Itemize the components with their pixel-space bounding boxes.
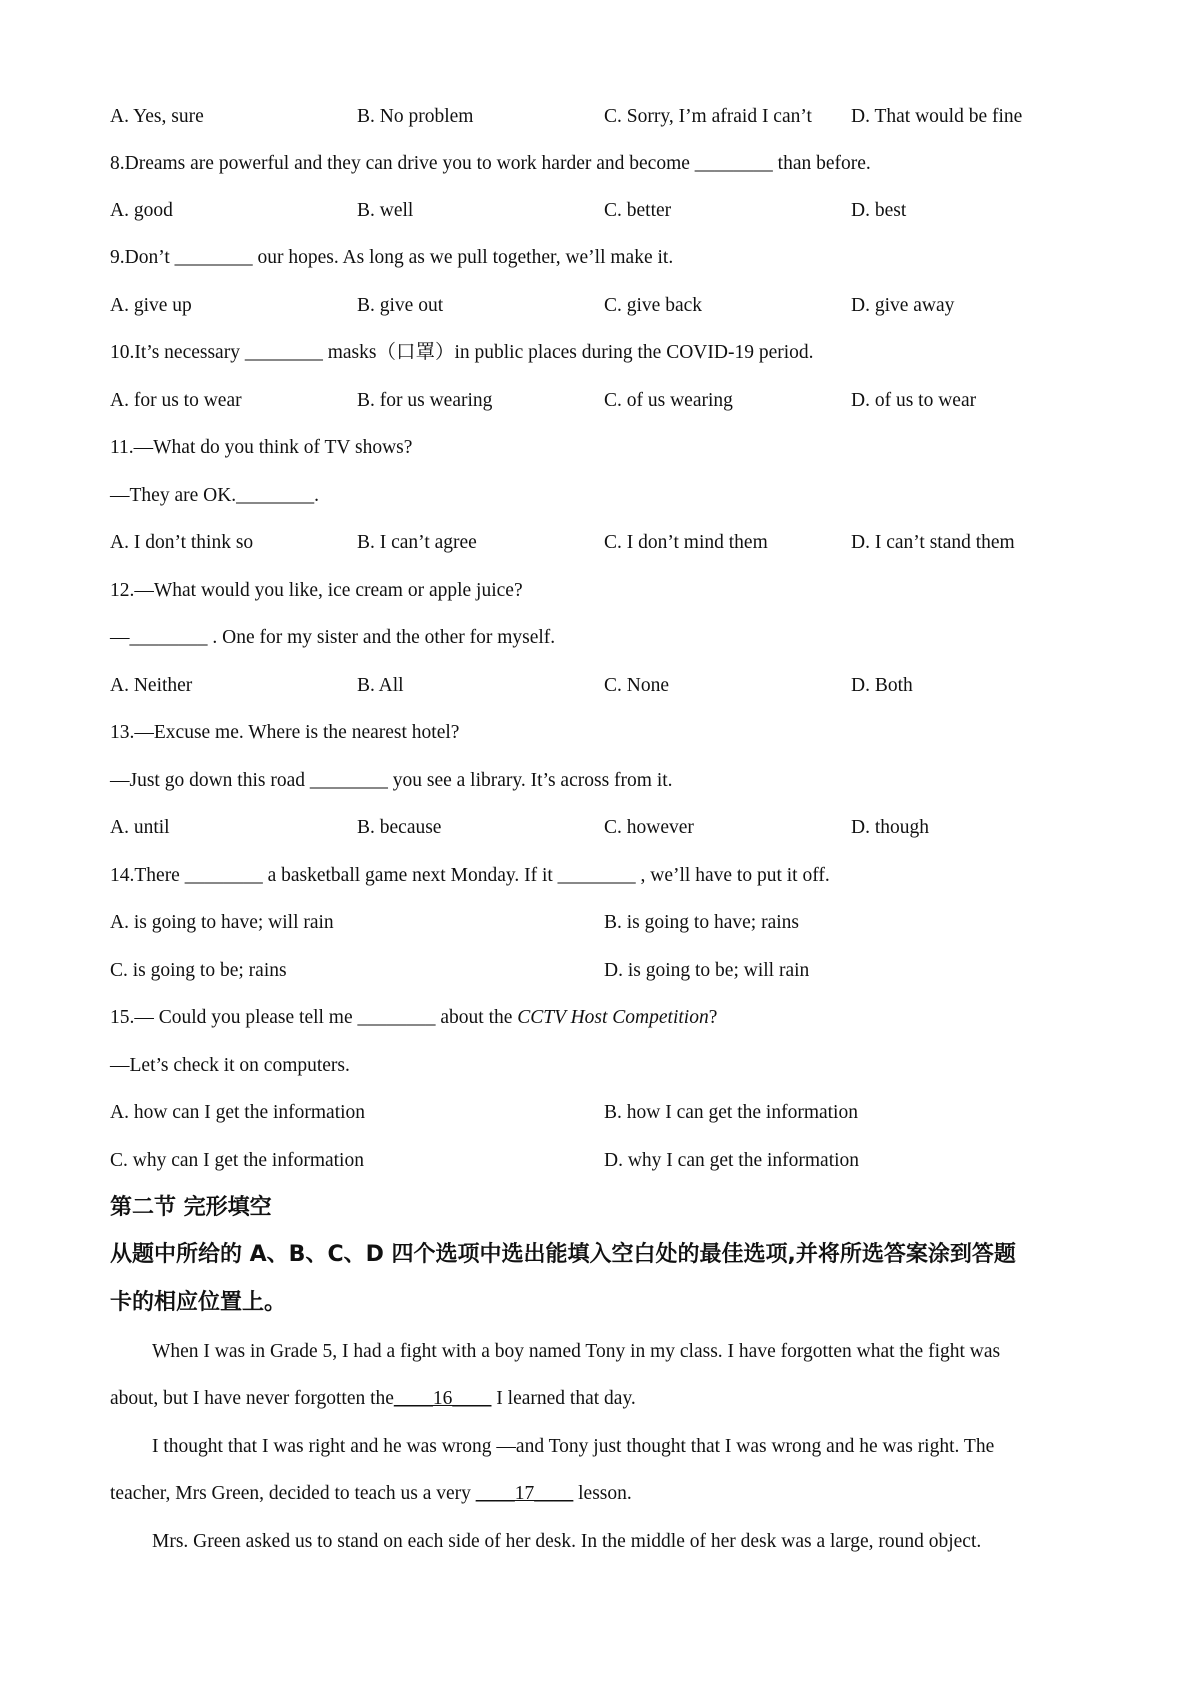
q15-option-c: C. why can I get the information <box>110 1150 364 1171</box>
passage-p2-line2 <box>110 1481 632 1507</box>
passage-p1-line2 <box>110 1386 636 1412</box>
passage-p1-line2-before: about, but I have never forgotten the <box>110 1388 394 1409</box>
passage-p1-line1: When I was in Grade 5, I had a fight with a boy named Tony in my class. I have forgotten what the fight was <box>152 1341 1001 1362</box>
blank-16: ____16____ <box>393 1388 492 1409</box>
q14-option-c: C. is going to be; rains <box>110 960 287 981</box>
passage-p2-line2-after: lesson. <box>573 1483 632 1504</box>
q9-option-a: A. give up <box>110 295 192 316</box>
q9-option-d: D. give away <box>851 295 955 316</box>
q10-option-c: C. of us wearing <box>604 390 733 411</box>
section-instruction-line1: 从题中所给的 A、B、C、D 四个选项中选出能填入空白处的最佳选项,并将所选答案涂到答题 <box>110 1242 1016 1267</box>
q13-option-d: D. though <box>851 817 929 838</box>
q8-stem: 8.Dreams are powerful and they can drive you to work harder and become ________ than before. <box>110 153 871 174</box>
q10-stem: 10.It’s necessary ________ masks（口罩）in public places during the COVID-19 period. <box>110 342 814 363</box>
q12-option-d: D. Both <box>851 675 913 696</box>
q12-option-c: C. None <box>604 675 669 696</box>
q8-option-b: B. well <box>357 200 414 221</box>
q9-stem: 9.Don’t ________ our hopes. As long as we pull together, we’ll make it. <box>110 247 674 268</box>
q11-option-c: C. I don’t mind them <box>604 532 768 553</box>
q15-reply: —Let’s check it on computers. <box>110 1055 350 1076</box>
q15-stem-after: ? <box>708 1007 718 1028</box>
q7-option-d: D. That would be fine <box>851 106 1023 127</box>
q15-stem <box>110 1005 717 1031</box>
q11-option-b: B. I can’t agree <box>357 532 477 553</box>
q9-option-c: C. give back <box>604 295 703 316</box>
q14-stem: 14.There ________ a basketball game next Monday. If it ________ , we’ll have to put it off. <box>110 865 830 886</box>
q14-option-d: D. is going to be; will rain <box>604 960 810 981</box>
q9-option-b: B. give out <box>357 295 444 316</box>
q15-stem-italic: CCTV Host Competition <box>517 1007 709 1028</box>
q11-reply: —They are OK.________. <box>110 485 320 506</box>
q10-option-d: D. of us to wear <box>851 390 977 411</box>
q15-option-d: D. why I can get the information <box>604 1150 860 1171</box>
q13-reply: —Just go down this road ________ you see a library. It’s across from it. <box>110 770 673 791</box>
q7-option-a: A. Yes, sure <box>110 106 204 127</box>
blank-17: ____17____ <box>475 1483 574 1504</box>
q14-option-b: B. is going to have; rains <box>604 912 799 933</box>
q13-stem: 13.—Excuse me. Where is the nearest hotel? <box>110 722 460 743</box>
q11-option-a: A. I don’t think so <box>110 532 254 553</box>
q14-option-a: A. is going to have; will rain <box>110 912 334 933</box>
q15-option-b: B. how I can get the information <box>604 1102 858 1123</box>
q8-option-c: C. better <box>604 200 672 221</box>
q13-option-b: B. because <box>357 817 442 838</box>
q8-option-d: D. best <box>851 200 907 221</box>
passage-p2-line1: I thought that I was right and he was wrong —and Tony just thought that I was wrong and he was right. The <box>152 1436 995 1457</box>
q12-option-b: B. All <box>357 675 404 696</box>
q15-option-a: A. how can I get the information <box>110 1102 366 1123</box>
q10-option-b: B. for us wearing <box>357 390 493 411</box>
q12-stem: 12.—What would you like, ice cream or apple juice? <box>110 580 523 601</box>
q12-reply: —________ . One for my sister and the other for myself. <box>110 627 556 648</box>
section-instruction-line2: 卡的相应位置上。 <box>110 1290 287 1315</box>
q13-option-a: A. until <box>110 817 170 838</box>
section-title: 第二节 完形填空 <box>110 1195 272 1220</box>
q15-stem-before: 15.— Could you please tell me ________ about the <box>110 1007 518 1028</box>
passage-p2-line2-before: teacher, Mrs Green, decided to teach us a very <box>110 1483 476 1504</box>
q12-option-a: A. Neither <box>110 675 193 696</box>
q7-option-c: C. Sorry, I’m afraid I can’t <box>604 106 812 127</box>
q8-option-a: A. good <box>110 200 173 221</box>
q11-stem: 11.—What do you think of TV shows? <box>110 437 413 458</box>
passage-p1-line2-after: I learned that day. <box>491 1388 636 1409</box>
q7-option-b: B. No problem <box>357 106 474 127</box>
q13-option-c: C. however <box>604 817 694 838</box>
passage-p3-line1: Mrs. Green asked us to stand on each side of her desk. In the middle of her desk was a large, round object. <box>152 1531 982 1552</box>
q11-option-d: D. I can’t stand them <box>851 532 1015 553</box>
q10-option-a: A. for us to wear <box>110 390 242 411</box>
